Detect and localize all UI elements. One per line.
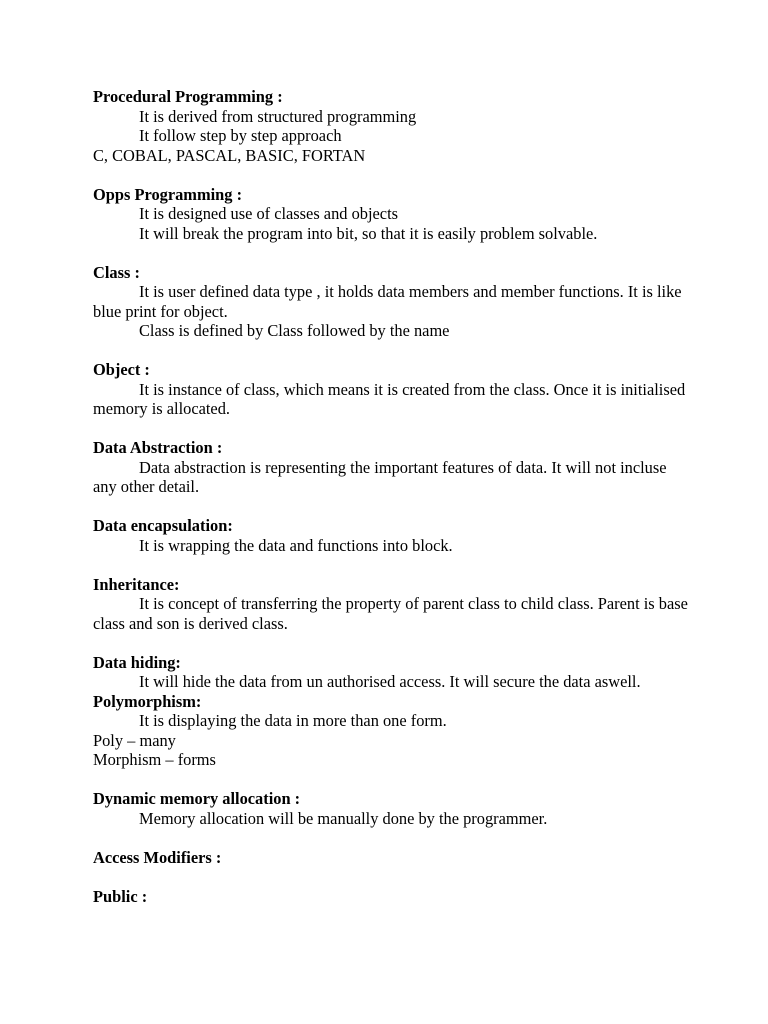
heading-inheritance: Inheritance: (93, 574, 180, 594)
section-data-encapsulation (93, 516, 693, 555)
heading-access-modifiers: Access Modifiers : (93, 847, 222, 867)
section-opps-programming (93, 185, 693, 244)
heading-class: Class : (93, 262, 140, 282)
class-paragraph: It is user defined data type , it holds data members and member functions. It is like blue print for object. (93, 282, 682, 321)
data-abstraction-paragraph: Data abstraction is representing the important features of data. It will not incluse any other detail. (93, 457, 667, 496)
data-encapsulation-line-1: It is wrapping the data and functions into block. (139, 535, 453, 555)
heading-dynamic-memory-allocation: Dynamic memory allocation : (93, 789, 301, 808)
polymorphism-line-1: It is displaying the data in more than one form. (139, 711, 447, 730)
section-polymorphism (93, 692, 693, 770)
procedural-languages: C, COBAL, PASCAL, BASIC, FORTAN (93, 145, 366, 165)
heading-procedural-programming: Procedural Programming : (93, 87, 283, 106)
procedural-line-2: It follow step by step approach (139, 126, 342, 145)
section-procedural-programming (93, 87, 693, 165)
dma-line-1: Memory allocation will be manually done by the programmer. (139, 808, 548, 828)
heading-object: Object : (93, 360, 150, 379)
opps-line-1: It is designed use of classes and objects (139, 204, 399, 223)
procedural-line-1: It is derived from structured programming (139, 106, 417, 126)
section-public (93, 887, 693, 907)
heading-polymorphism: Polymorphism: (93, 691, 202, 711)
class-line-2: Class is defined by Class followed by the name (139, 321, 450, 340)
section-data-abstraction (93, 438, 693, 497)
heading-data-abstraction: Data Abstraction : (93, 438, 223, 457)
section-inheritance (93, 575, 693, 634)
heading-opps-programming: Opps Programming : (93, 184, 243, 204)
data-hiding-paragraph: It will hide the data from un authorised access. It will secure the data aswell. (139, 672, 641, 691)
section-access-modifiers (93, 848, 693, 868)
heading-data-encapsulation: Data encapsulation: (93, 516, 233, 535)
inheritance-paragraph: It is concept of transferring the property of parent class to child class. Parent is base class and son is derived class. (93, 594, 688, 633)
heading-public: Public : (93, 886, 148, 906)
heading-data-hiding: Data hiding: (93, 652, 181, 672)
document-page (93, 87, 693, 926)
section-class (93, 263, 693, 341)
opps-line-2: It will break the program into bit, so that it is easily problem solvable. (139, 223, 598, 243)
section-dynamic-memory-allocation (93, 789, 693, 828)
polymorphism-morphism: Morphism – forms (93, 750, 216, 769)
polymorphism-poly: Poly – many (93, 730, 176, 750)
section-object (93, 360, 693, 419)
section-data-hiding (93, 653, 693, 692)
object-paragraph: It is instance of class, which means it is created from the class. Once it is initialised memory is allocated. (93, 379, 686, 418)
